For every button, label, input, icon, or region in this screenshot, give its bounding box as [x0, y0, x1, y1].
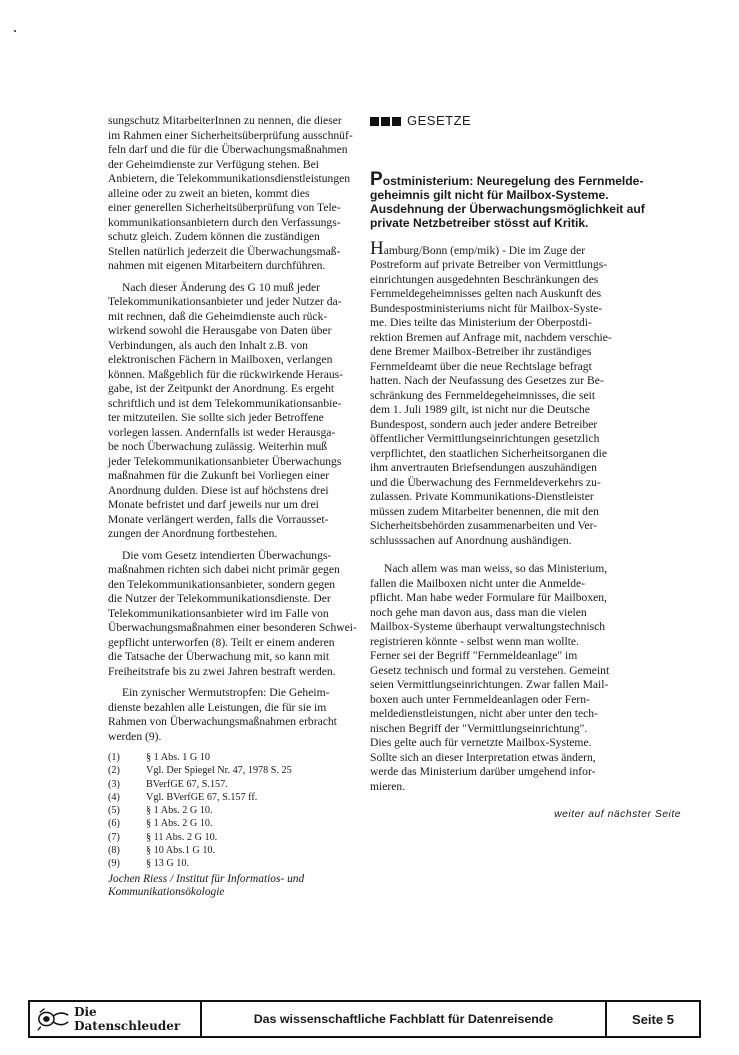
footnote: [108, 778, 358, 791]
footnote-number: (8): [108, 845, 120, 857]
left-paragraph-1: sungschutz MitarbeiterInnen zu nennen, die dieser im Rahmen einer Sicherheitsüberprüfung ausschnüf- feln darf und die für die Überwachungsmaßnahmen der Geheimdienste zur Verfügung stehen. Bei Anbietern, die Telekommunikationsdienstleistungen alleine oder zu zweit an bieten, kommt dies einer generellen Sicherheitsüberprüfung von Tele- kommunikationsanbietern durch den Verfassungs- schutz gleich. Zudem können die zuständigen Stellen natürlich jederzeit die Überwachungsmaß- nahmen mit eigenen Mitarbeitern durchführen.: [108, 114, 353, 272]
footnote-number: (9): [108, 858, 120, 870]
article-lead-paragraph: [370, 237, 681, 549]
footnote-text: Vgl. Der Spiegel Nr. 47, 1978 S. 25: [146, 765, 292, 777]
author-credit: Jochen Riess / Institut für Informatios- und Kommunikationsökologie: [108, 872, 305, 899]
footnote-list: [108, 751, 358, 871]
footnote: [108, 804, 358, 817]
headline-initial: P: [370, 168, 383, 190]
left-paragraph-4: Ein zynischer Wermutstropfen: Die Geheim- dienste bezahlen alle Leistungen, die für sie im Rahmen von Überwachungsmaßnahmen erbracht werden (9).: [108, 686, 337, 743]
left-column: [108, 114, 358, 900]
footer-logo: [30, 1002, 202, 1036]
page-footer: [28, 1000, 701, 1038]
lead-text: amburg/Bonn (emp/mik) - Die im Zuge der Postreform auf private Betreiber von Vermittlungs- einrichtungen ausgedehnten Beschränkungen des Fernmeldegeheimnisses gelten nach Auskunft des Bundespostministeriums nicht für Mailbox-Syste- me. Dies teilte das Ministerium der Oberpostdi- rektion Bremen auf Anfrage mit, nachdem verschie- dene Bremer Mailbox-Betreiber ihr zuständiges Fernmeldeamt über die neue Rechtslage befragt hatten. Nach der Neufassung des Gesetzes zur Be- schränkung des Fernmeldegeheimnisses, die seit dem 1. Juli 1989 gilt, ist nicht nur die Deutsche Bundespost, sondern auch jeder andere Betreiber öffentlicher Vermittlungseinrichtungen gesetzlich verpflichtet, den staatlichen Sicherheitsorganen die ihm anvertrauten Briefsendungen auszuhändigen und die Überwachung des Fernmeldeverkehrs zu- zulassen. Private Kommunikations-Dienstleister müssen zudem Mitarbeiter benennen, die mit den Sicherheitsbehörden zusammenarbeiten und Ver- schlusssachen auf Anordnung aushändigen.: [370, 243, 612, 547]
footnote-number: (1): [108, 752, 120, 763]
footnote-text: Vgl. BVerfGE 67, S.157 ff.: [146, 791, 258, 803]
footnote: [108, 764, 358, 777]
footnote: [108, 791, 358, 804]
footnote-text: § 1 Abs. 2 G 10.: [146, 818, 213, 830]
left-paragraph-3: Die vom Gesetz intendierten Überwachungs- maßnahmen richten sich dabei nicht primär gegen den Telekommunikationsanbieter, sondern gegen die Nutzer der Telekommunikationsdienste. Der Telekommunikationsanbieter wird im Falle von Überwachungsmaßnahmen einer besonderen Schwei- gepflicht unterworfen (8). Teilt er einem anderen die Tatsache der Überwachung mit, so kann mit Freiheitstrafe bis zu zwei Jahren bestraft werden.: [108, 548, 357, 678]
footnote-text: § 11 Abs. 2 G 10.: [146, 831, 218, 843]
footnote: [108, 844, 358, 857]
footnote-number: (4): [108, 791, 120, 803]
footnote: [108, 817, 358, 830]
footer-tagline: Das wissenschaftliche Fachblatt für Datenreisende: [202, 1002, 607, 1036]
headline-text: ostministerium: Neuregelung des Fernmelde- geheimnis gilt nicht für Mailbox-Systeme. Ausdehnung der Überwachungsmöglichkeit auf private Netzbetreiber stösst auf Kritik.: [370, 173, 645, 230]
article-headline: [370, 168, 681, 230]
right-column: [370, 114, 681, 823]
footnote-text: § 13 G 10.: [146, 858, 190, 870]
section-label: GESETZE: [407, 113, 472, 128]
footnote-number: (5): [108, 805, 120, 817]
footnote-text: § 10 Abs.1 G 10.: [146, 845, 216, 857]
footnote-text: BVerfGE 67, S.157.: [146, 778, 228, 790]
section-marker-icon: [370, 117, 401, 126]
scan-speck: [14, 30, 16, 32]
footnote: [108, 751, 358, 764]
footnote-number: (6): [108, 818, 120, 830]
footnote-number: (2): [108, 765, 120, 777]
left-paragraph-2: Nach dieser Änderung des G 10 muß jeder Telekommunikationsanbieter und jeder Nutzer da- mit rechnen, daß die Geheimdienste auch rück- wirkend sowohl die Herausgabe von Daten über Verbindungen, als auch den Inhalt z.B. von elektronischen Fächern in Mailboxen, verlangen können. Maßgeblich für die rückwirkende Heraus- gabe, ist der Zeitpunkt der Anordnung. Es ergeht schriftlich und ist dem Telekommunikationsanbie- ter mitzuteilen. Sie sollte sich jeder Betroffene vorlegen lassen. Andernfalls ist weder Herausga- be noch Überwachung zulässig. Weiterhin muß jeder Telekommunikationsanbieter Überwachungs maßnahmen für die Zukunft bei Vorliegen einer Anordnung dulden. Diese ist auf höchstens drei Monate befristet und darf jeweils nur um drei Monate verlängert werden, falls die Vorrausset- zungen der Anordnung fortbestehen.: [108, 280, 344, 540]
footnote-number: (7): [108, 831, 120, 843]
datenschleuder-logo-icon: [36, 1006, 70, 1032]
footnote: [108, 831, 358, 844]
lead-initial: H: [370, 237, 384, 259]
footnote-text: § 1 Abs. 1 G 10: [146, 752, 210, 763]
continued-note: weiter auf nächster Seite: [554, 809, 681, 820]
article-paragraph-2: Nach allem was man weiss, so das Ministerium, fallen die Mailboxen nicht unter die Anmelde- pflicht. Man habe weder Formulare für Mailboxen, noch gehe man davon aus, dass man die vielen Mailbox-Systeme überhaupt verwaltungstechnisch registrieren könnte - selbst wenn man wollte. Ferner sei der Begriff "Fernmeldeanlage" im Gesetz technisch und formal zu verstehen. Gemeint seien Vermittlungseinrichtungen. Zwar fallen Mail- boxen auch unter Fernmeldeanlagen oder Fern- meldedienstleistungen, nicht aber unter den tech- nischen Begriff der "Vermittlungseinrichtung". Dies gelte auch für vernetzte Mailbox-Systeme. Sollte sich an dieser Interpretation etwas ändern, werde das Ministerium darüber umgehend infor- mieren.: [370, 562, 610, 793]
section-heading: [370, 114, 681, 129]
footnote-text: § 1 Abs. 2 G 10.: [146, 805, 213, 817]
footnote: [108, 857, 358, 870]
footnote-number: (3): [108, 778, 120, 790]
footer-page-number: Seite 5: [632, 1011, 674, 1027]
footer-logo-text: Die Datenschleuder: [74, 1005, 181, 1033]
